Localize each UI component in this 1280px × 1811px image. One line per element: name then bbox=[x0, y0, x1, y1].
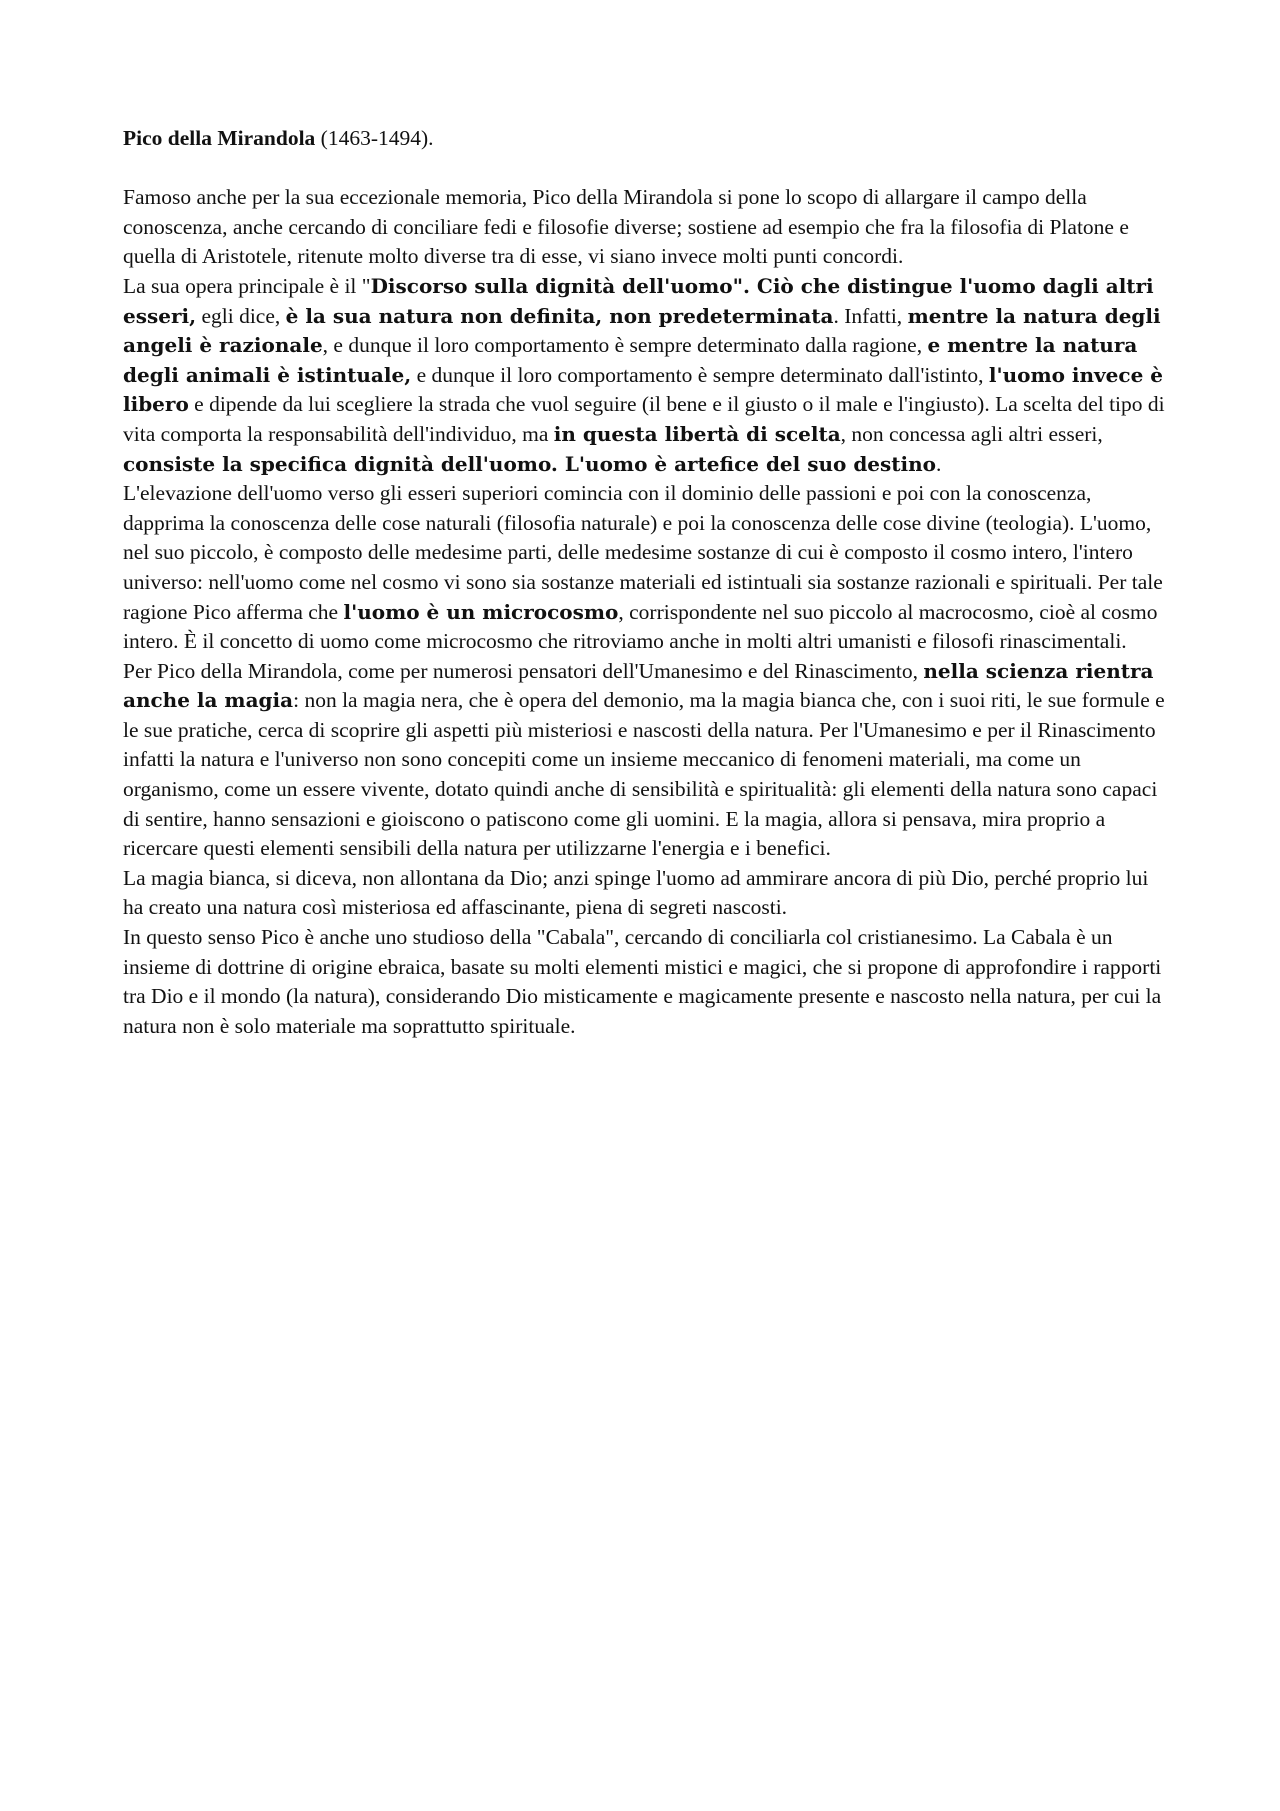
p2-text-7: , non concessa agli altri esseri, bbox=[840, 421, 1103, 446]
p2-bold-2: è la sua natura non definita, non predeterminata bbox=[285, 303, 834, 328]
p4-bold-1: nella scienza rientra anche la magia bbox=[123, 658, 1154, 713]
document-title bbox=[123, 124, 1173, 154]
title-name: Pico della Mirandola bbox=[123, 126, 316, 150]
paragraph-microcosm bbox=[123, 479, 1173, 657]
p2-text-6: e dipende da lui scegliere la strada che vuol seguire (il bene e il giusto o il male e l'ingiusto). La scelta del tipo di vita comporta la responsabilità dell'individuo, ma bbox=[123, 392, 1165, 446]
p3-bold-1: l'uomo è un microcosmo bbox=[343, 599, 619, 624]
title-dates: (1463-1494). bbox=[315, 126, 434, 150]
p2-text-2: egli dice, bbox=[196, 303, 286, 328]
p4-text-2: : non la magia nera, che è opera del demonio, ma la magia bianca che, con i suoi riti, le sue formule e le sue pratiche, cerca di scoprire gli aspetti più misteriosi e nascosti della natura. Per l'Umanesimo e per il Rinascimento infatti la natura e l'universo non sono concepiti come un insieme meccanico di fenomeni materiali, ma come un organismo, come un essere vivente, dotato quindi anche di sensibilità e spiritualità: gli elementi della natura sono capaci di sentire, hanno sensazioni e gioiscono o patiscono come gli uomini. E la magia, allora si pensava, mira proprio a ricercare questi elementi sensibili della natura per utilizzarne l'energia e i benefici. bbox=[123, 688, 1165, 861]
paragraph-white-magic bbox=[123, 864, 1173, 923]
document-body bbox=[123, 124, 1173, 1041]
p2-bold-1: Discorso sulla dignità dell'uomo". Ciò che distingue l'uomo dagli altri esseri, bbox=[123, 273, 1154, 328]
p4-text-1: Per Pico della Mirandola, come per numerosi pensatori dell'Umanesimo e del Rinascimento, bbox=[123, 658, 924, 683]
p2-bold-5: l'uomo invece è libero bbox=[123, 362, 1163, 417]
p3-text-1: L'elevazione dell'uomo verso gli esseri superiori comincia con il dominio delle passioni e poi con la conoscenza, dapprima la conoscenza delle cose naturali (filosofia naturale) e poi la conoscenza delle cose divine (teologia). L'uomo, nel suo piccolo, è composto delle medesime parti, delle medesime sostanze di cui è composto il cosmo intero, l'intero universo: nell'uomo come nel cosmo vi sono sia sostanze materiali ed istintuali sia sostanze razionali e spirituali. Per tale ragione Pico afferma che bbox=[123, 481, 1163, 624]
p2-text-1: La sua opera principale è il " bbox=[123, 273, 371, 298]
p2-bold-7: consiste la specifica dignità dell'uomo. L'uomo è artefice del suo destino bbox=[123, 451, 936, 476]
p5-text: La magia bianca, si diceva, non allontana da Dio; anzi spinge l'uomo ad ammirare ancora di più Dio, perché proprio lui ha creato una natura così misteriosa ed affascinante, piena di segreti nascosti. bbox=[123, 865, 1149, 920]
p2-bold-4: e mentre la natura degli animali è istintuale, bbox=[123, 333, 1138, 387]
paragraph-dignity bbox=[123, 272, 1173, 479]
paragraph-magic bbox=[123, 657, 1173, 864]
p2-text-4: , e dunque il loro comportamento è sempre determinato dalla ragione, bbox=[322, 333, 928, 358]
paragraph-cabala bbox=[123, 923, 1173, 1041]
p2-text-3: . Infatti, bbox=[833, 303, 908, 328]
paragraph-memory bbox=[123, 183, 1173, 272]
p3-text-2: , corrispondente nel suo piccolo al macrocosmo, cioè al cosmo intero. È il concetto di uomo come microcosmo che ritroviamo anche in molti altri umanisti e filosofi rinascimentali. bbox=[123, 599, 1158, 654]
p2-bold-6: in questa libertà di scelta bbox=[553, 421, 841, 446]
p2-bold-3: mentre la natura degli angeli è razionale bbox=[123, 303, 1161, 358]
p2-text-5: e dunque il loro comportamento è sempre determinato dall'istinto, bbox=[411, 362, 989, 387]
p6-text: In questo senso Pico è anche uno studioso della "Cabala", cercando di conciliarla col cristianesimo. La Cabala è un insieme di dottrine di origine ebraica, basate su molti elementi mistici e magici, che si propone di approfondire i rapporti tra Dio e il mondo (la natura), considerando Dio misticamente e magicamente presente e nascosto nella natura, per cui la natura non è solo materiale ma soprattutto spirituale. bbox=[123, 925, 1162, 1038]
p2-text-8: . bbox=[936, 451, 942, 476]
p1-text: Famoso anche per la sua eccezionale memoria, Pico della Mirandola si pone lo scopo di allargare il campo della conoscenza, anche cercando di conciliare fedi e filosofie diverse; sostiene ad esempio che fra la filosofia di Platone e quella di Aristotele, ritenute molto diverse tra di esse, vi siano invece molti punti concordi. bbox=[123, 185, 1129, 269]
